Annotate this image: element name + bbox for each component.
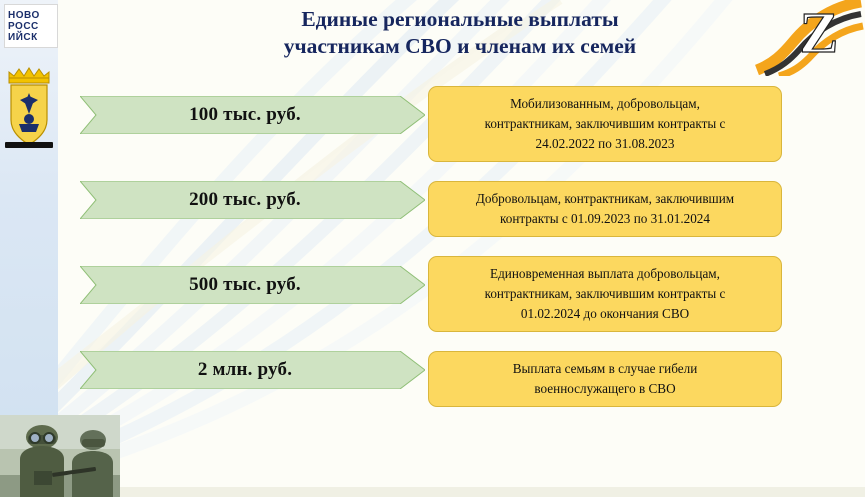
amount-label: 2 млн. руб. — [197, 359, 293, 380]
page-title — [180, 6, 740, 60]
amount-label: 100 тыс. руб. — [189, 104, 301, 125]
description-line: Выплата семьям в случае гибели — [512, 361, 698, 376]
description-line: контракты с 01.09.2023 по 31.01.2024 — [500, 211, 710, 226]
amount-banner — [80, 181, 425, 219]
description-line: Единовременная выплата добровольцам, — [490, 266, 720, 281]
description-line: военнослужащего в СВО — [534, 381, 676, 396]
payment-row — [0, 337, 865, 422]
logo-line-3: ИЙСК — [8, 31, 38, 43]
description-line: Мобилизованным, добровольцам, — [510, 96, 700, 111]
payment-description — [428, 256, 782, 332]
title-line-1: Единые региональные выплаты — [301, 7, 619, 31]
ribbon-z-icon — [749, 0, 865, 76]
amount-banner — [80, 351, 425, 389]
payment-row — [0, 252, 865, 337]
amount-banner — [80, 266, 425, 304]
novorossiysk-logo — [4, 4, 58, 48]
description-line: контрактникам, заключившим контракты с — [484, 116, 726, 131]
logo-line-1: НОВО — [8, 9, 40, 21]
amount-label: 200 тыс. руб. — [189, 189, 301, 210]
description-line: контрактникам, заключившим контракты с — [484, 286, 726, 301]
soldiers-photo — [0, 415, 120, 497]
description-line: 01.02.2024 до окончания СВО — [520, 306, 690, 321]
amount-banner — [80, 96, 425, 134]
payments-list — [0, 82, 865, 422]
description-line: 24.02.2022 по 31.08.2023 — [535, 136, 675, 151]
payment-row — [0, 82, 865, 167]
svg-text:Z: Z — [799, 0, 839, 65]
amount-label: 500 тыс. руб. — [189, 274, 301, 295]
payment-row — [0, 167, 865, 252]
payment-description — [428, 86, 782, 162]
payment-description — [428, 351, 782, 407]
novorossiysk-coat-of-arms — [3, 62, 55, 150]
title-line-2: участникам СВО и членам их семей — [283, 34, 637, 58]
payment-description — [428, 181, 782, 237]
description-line: Добровольцам, контрактникам, заключившим — [475, 191, 735, 206]
logo-line-2: РОСС — [8, 20, 39, 32]
